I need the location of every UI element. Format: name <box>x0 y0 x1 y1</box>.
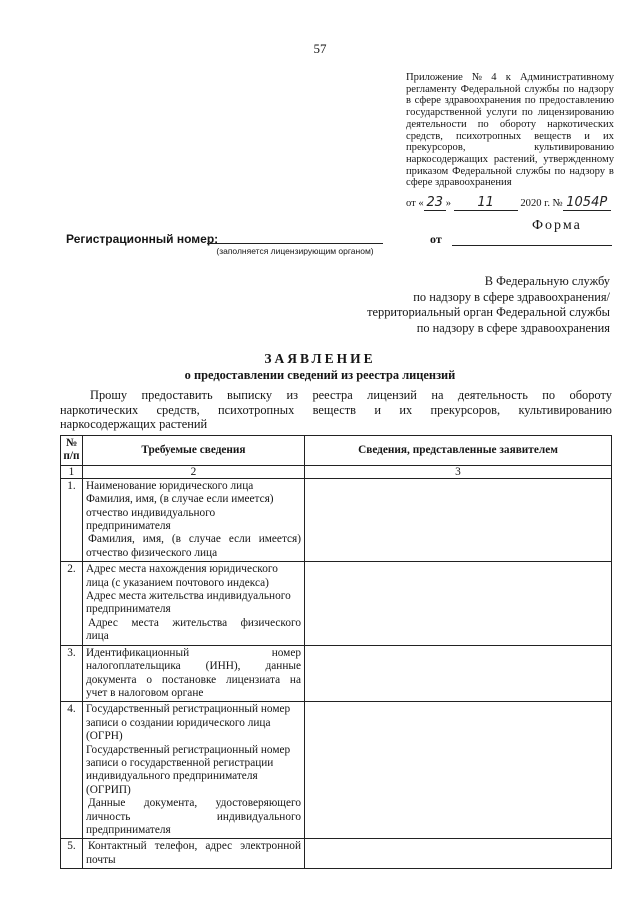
description-line: Государственный регистрационный номер <box>86 743 291 756</box>
applicant-value-cell[interactable] <box>305 645 612 702</box>
row-number: 4. <box>61 702 83 839</box>
header-number: № п/п <box>61 436 83 466</box>
registration-number-field[interactable] <box>207 243 383 244</box>
appendix-line: сфере здравоохранения <box>406 177 512 189</box>
appendix-word: службы <box>515 165 551 177</box>
appendix-word: психотропных <box>455 130 522 142</box>
row-description <box>83 702 305 839</box>
appendix-word: надзору <box>569 165 606 177</box>
column-number: 3 <box>305 465 612 478</box>
document-subtitle: о предоставлении сведений из реестра лицензий <box>184 368 456 382</box>
date-prefix: от « <box>406 198 424 209</box>
table-row <box>61 645 612 702</box>
document-title: ЗАЯВЛЕНИЕ <box>264 351 376 366</box>
form-label: Форма <box>532 218 582 233</box>
row-description <box>83 478 305 561</box>
description-line: лица <box>86 630 109 643</box>
request-word: реестра <box>312 388 353 402</box>
request-paragraph <box>60 388 612 432</box>
description-line: учет в налоговом органе <box>86 686 204 699</box>
column-number: 1 <box>61 465 83 478</box>
appendix-word: Приложение <box>406 72 463 83</box>
appendix-word: приказом <box>406 165 449 177</box>
appendix-line <box>406 119 614 131</box>
request-word: предоставить <box>141 388 213 402</box>
appendix-word: деятельности <box>406 118 467 130</box>
information-table <box>60 435 612 869</box>
appendix-word: предоставлению <box>539 95 614 107</box>
appendix-word: 4 <box>491 72 497 83</box>
request-word: психотропных <box>218 402 295 417</box>
description-line: предпринимателя <box>86 520 171 533</box>
request-line-2 <box>60 403 612 418</box>
description-line: Адрес места нахождения юридического <box>86 563 278 576</box>
appendix-word: по <box>524 95 536 107</box>
description-line: Адрес места жительства индивидуального <box>86 590 291 603</box>
appendix-word: в <box>608 165 614 177</box>
description-line: отчество физического лица <box>86 546 218 559</box>
description-line: Фамилия, имя, (в случае если имеется) <box>86 493 274 506</box>
appendix-word: обороту <box>499 118 537 130</box>
description-line: лица (с указанием почтового индекса) <box>86 576 269 589</box>
appendix-word: услуги <box>486 107 517 119</box>
request-word: наркотических <box>60 402 139 417</box>
appendix-line <box>406 95 614 107</box>
applicant-value-cell[interactable] <box>305 839 612 869</box>
applicant-value-cell[interactable] <box>305 562 612 645</box>
appendix-word: утвержденному <box>543 153 614 165</box>
row-number: 3. <box>61 645 83 702</box>
appendix-line <box>406 166 614 178</box>
appendix-word: растений, <box>493 153 538 165</box>
request-word: лицензий <box>367 388 417 402</box>
applicant-value-cell[interactable] <box>305 478 612 561</box>
appendix-word: Административному <box>519 72 614 83</box>
description-line: записи о создании юридического лица <box>86 716 271 729</box>
description-line: Государственный регистрационный номер <box>86 703 291 716</box>
request-word: Прошу <box>90 388 128 402</box>
date-field-line[interactable] <box>452 245 612 246</box>
description-line: (ОГРН) <box>86 730 123 743</box>
description-line: записи о государственной регистрации <box>86 756 274 769</box>
description-line: Фамилия, имя, (в случае если имеется) <box>88 533 301 546</box>
registration-number-label: Регистрационный номер: <box>66 232 219 246</box>
request-word: по <box>542 388 556 402</box>
table-row <box>61 478 612 561</box>
appendix-line <box>406 131 614 143</box>
appendix-word: надзору <box>578 83 614 95</box>
request-word: их <box>399 402 413 417</box>
appendix-word: прекурсоров, <box>406 142 466 154</box>
row-description <box>83 562 305 645</box>
date-mid: » <box>445 198 452 209</box>
description-line: предпринимателя <box>86 823 171 836</box>
appendix-word: службы <box>524 83 560 95</box>
description-line: налогоплательщика (ИНН), данные <box>86 660 301 673</box>
description-line: Адрес места жительства физического <box>88 616 301 629</box>
row-number: 5. <box>61 839 83 869</box>
appendix-word: государственной <box>406 107 482 119</box>
appendix-word: Федеральной <box>460 83 521 95</box>
date-day: 23 <box>424 195 446 211</box>
addressee-line: по надзору в сфере здравоохранения/ <box>413 289 610 304</box>
appendix-note <box>406 72 614 189</box>
table-row <box>61 562 612 645</box>
row-description <box>83 645 305 702</box>
request-word: культивированию <box>518 402 612 417</box>
description-line: документа о постановке лицензиата на <box>86 673 301 686</box>
addressee-block <box>367 274 610 336</box>
appendix-line <box>406 107 614 119</box>
order-date-line <box>406 195 616 211</box>
appendix-line <box>406 142 614 154</box>
table-row <box>61 702 612 839</box>
row-description <box>83 839 305 869</box>
appendix-word: лицензированию <box>537 107 614 119</box>
description-line: отчество индивидуального <box>86 506 216 519</box>
column-number: 2 <box>83 465 305 478</box>
appendix-word: по <box>477 118 489 130</box>
header-required-info: Требуемые сведения <box>83 436 305 466</box>
appendix-word: по <box>563 83 575 95</box>
appendix-word: здравоохранения <box>444 95 522 107</box>
request-word: на <box>431 388 444 402</box>
description-line: Наименование юридического лица <box>86 479 254 492</box>
description-line: предпринимателя <box>86 603 171 616</box>
appendix-word: культивированию <box>534 142 614 154</box>
appendix-word: регламенту <box>406 83 457 95</box>
request-word: прекурсоров, <box>430 402 501 417</box>
page-number: 57 <box>313 41 327 56</box>
appendix-word: Федеральной <box>452 165 512 177</box>
description-line: Данные документа, удостоверяющего <box>88 797 301 810</box>
request-word: веществ <box>312 402 357 417</box>
request-word: выписку <box>227 388 273 402</box>
date-label: от <box>430 232 442 246</box>
request-word: деятельность <box>457 388 528 402</box>
description-line: почты <box>86 853 116 866</box>
row-number: 1. <box>61 478 83 561</box>
column-number-row <box>61 465 612 478</box>
description-line: индивидуального предпринимателя <box>86 770 258 783</box>
request-word: обороту <box>569 388 612 402</box>
request-word: из <box>286 388 298 402</box>
appendix-line <box>406 84 614 96</box>
date-year: 2020 г. № <box>520 198 563 209</box>
appendix-word: веществ <box>534 130 572 142</box>
header-applicant-info: Сведения, представленные заявителем <box>305 436 612 466</box>
table-row <box>61 839 612 869</box>
appendix-word: по <box>554 165 566 177</box>
appendix-line <box>406 154 614 166</box>
appendix-word: и <box>584 130 590 142</box>
registration-number-note: (заполняется лицензирующим органом) <box>216 246 374 256</box>
addressee-line: территориальный орган Федеральной службы <box>367 305 610 319</box>
table-header-row <box>61 436 612 466</box>
description-line: Контактный телефон, адрес электронной <box>88 840 301 853</box>
applicant-value-cell[interactable] <box>305 702 612 839</box>
request-word: и <box>374 402 382 417</box>
appendix-word: сфере <box>414 95 441 107</box>
appendix-word: наркосодержащих <box>406 153 489 165</box>
addressee-line: В Федеральную службу <box>484 274 610 288</box>
appendix-word: средств, <box>406 130 443 142</box>
request-line-1 <box>60 388 612 403</box>
description-line: Идентификационный номер <box>86 646 301 659</box>
appendix-word: наркотических <box>547 118 614 130</box>
appendix-word: к <box>505 72 511 83</box>
request-word: средств, <box>156 402 200 417</box>
appendix-line <box>406 72 614 84</box>
appendix-word: в <box>406 95 412 107</box>
appendix-word: № <box>472 72 483 83</box>
description-line: личность индивидуального <box>86 810 301 823</box>
date-month: 11 <box>454 195 518 211</box>
row-number: 2. <box>61 562 83 645</box>
description-line: (ОГРИП) <box>86 783 131 796</box>
addressee-line: по надзору в сфере здравоохранения <box>416 320 610 335</box>
appendix-word: их <box>602 130 614 142</box>
order-number: 1054Р <box>563 195 611 211</box>
appendix-word: по <box>521 107 533 119</box>
request-line-3: наркосодержащих растений <box>60 417 208 431</box>
